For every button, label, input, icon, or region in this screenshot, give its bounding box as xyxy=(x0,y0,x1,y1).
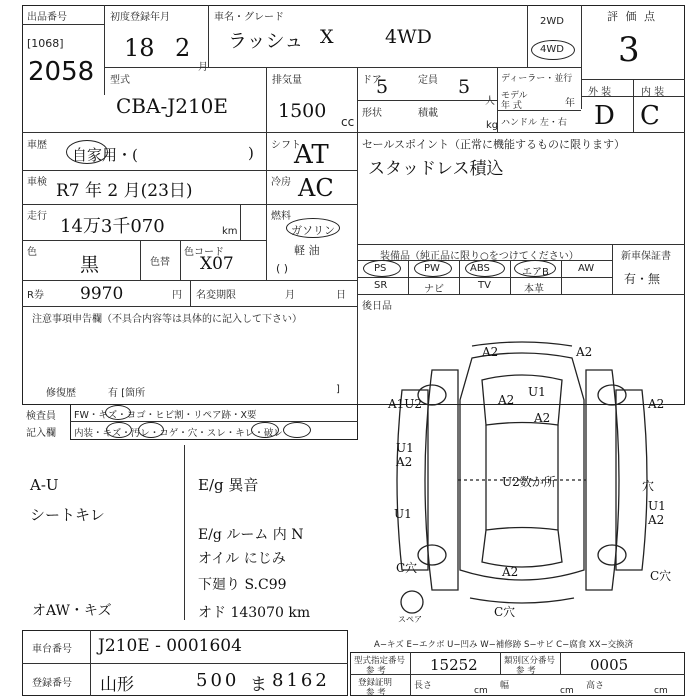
divider xyxy=(104,5,105,95)
inspector-circle xyxy=(283,422,311,438)
divider xyxy=(510,260,511,294)
handle-label: ハンドル 左・右 xyxy=(501,118,567,128)
shape-label: 形状 xyxy=(362,108,382,119)
model-cert-label: 型式指定番号 xyxy=(354,656,406,666)
inspector-circle xyxy=(105,405,131,420)
plate-number: 8162 xyxy=(272,670,330,691)
int-grade: C xyxy=(640,101,660,131)
divider xyxy=(266,132,267,280)
inspector-row1: FW・キズ・ヨゴ・ヒビ割・リペア跡・X要 xyxy=(74,410,257,421)
history-value: 自家用・( xyxy=(72,146,138,164)
mark: U2数か所 xyxy=(502,475,556,489)
first-reg-year: 18 xyxy=(124,34,155,62)
mark: A2 xyxy=(534,411,551,425)
int-label: 内 装 xyxy=(641,87,665,98)
mark: U1 xyxy=(394,507,412,521)
grade-x: X xyxy=(320,26,334,48)
mark: U1 xyxy=(396,441,414,455)
equip-abs: ABS xyxy=(470,263,490,274)
car-name: ラッシュ xyxy=(228,30,304,52)
divider xyxy=(22,306,357,307)
sales-value: スタッドレス積込 xyxy=(368,159,504,179)
equipment-label: 装備品（純正品に限り○をつけてください） xyxy=(380,251,579,262)
mark: A2 xyxy=(648,513,665,527)
door-label: ドア xyxy=(362,75,382,86)
divider xyxy=(90,630,91,696)
divider xyxy=(612,244,613,294)
divider xyxy=(266,67,267,132)
notes-label: 注意事項申告欄（不具合内容等は具体的に記入して下さい） xyxy=(32,314,302,325)
fuel-label: 燃料 xyxy=(271,211,291,222)
mark: 穴 xyxy=(642,479,655,493)
divider xyxy=(22,170,266,171)
ac-label: 冷房 xyxy=(271,177,291,188)
month-unit: 月 xyxy=(198,62,208,73)
lot-small: [1068] xyxy=(27,37,64,50)
sales-label: セールスポイント（正常に機能するものに限ります） xyxy=(362,138,626,151)
divider xyxy=(561,260,562,294)
mileage-unit: km xyxy=(222,226,238,237)
equip-pw: PW xyxy=(424,263,440,274)
divider xyxy=(22,204,266,205)
divider xyxy=(497,110,581,111)
ext-grade: D xyxy=(594,101,615,131)
car-diagram xyxy=(362,340,682,630)
mark: A2 xyxy=(502,565,519,579)
equip-airbag: エアB xyxy=(522,267,549,278)
repair-value: 有 [箇所 xyxy=(108,388,146,399)
remark-left-2: シートキレ xyxy=(30,506,105,524)
cm-unit: cm xyxy=(654,686,668,696)
mark: A2 xyxy=(498,393,515,407)
recycle-value: 9970 xyxy=(80,284,124,304)
color-label: 色 xyxy=(27,247,37,258)
mark: A2 xyxy=(576,345,593,359)
chassis-label: 車台番号 xyxy=(32,644,72,655)
chassis-value: J210E - 0001604 xyxy=(98,636,242,656)
divider xyxy=(581,96,685,97)
fuel-diesel: 軽 油 xyxy=(294,244,320,257)
day-label: 日 xyxy=(336,290,346,301)
ext-label: 外 装 xyxy=(588,87,612,98)
equip-circle xyxy=(514,260,556,277)
divider xyxy=(357,244,685,245)
divider xyxy=(357,132,358,306)
divider xyxy=(633,79,634,132)
mark: U1 xyxy=(648,499,666,513)
lot-number: 2058 xyxy=(28,57,95,87)
divider xyxy=(357,100,497,101)
divider xyxy=(410,652,411,696)
dealer-label: ディーラー・並行 xyxy=(501,74,573,84)
plate-region: 山形 xyxy=(100,675,134,695)
divider xyxy=(357,294,685,295)
mark: スペア xyxy=(398,615,422,624)
drive-2wd: 2WD xyxy=(540,16,564,27)
shift-value: AT xyxy=(294,140,329,170)
divider xyxy=(190,280,191,306)
divider xyxy=(140,240,141,280)
cm-unit: cm xyxy=(474,686,488,696)
divider xyxy=(459,260,460,294)
remark-right-5: 下廻り S.C99 xyxy=(198,577,287,593)
equip-navi: ナビ xyxy=(424,284,444,295)
equip-leather: 本革 xyxy=(524,284,544,295)
mark: C穴 xyxy=(494,605,516,619)
year-unit: 年 xyxy=(565,98,575,109)
history-circle xyxy=(66,140,108,164)
equip-circle xyxy=(363,260,401,277)
plate-class: 500 xyxy=(196,670,240,691)
disp-label: 排気量 xyxy=(272,75,302,86)
first-reg-label: 初度登録年月 xyxy=(110,12,170,23)
warranty-label: 新車保証書 xyxy=(621,251,671,262)
plate-label: 登録番号 xyxy=(32,678,72,689)
equip-aw: AW xyxy=(578,263,595,274)
divider xyxy=(357,306,358,405)
recycle-label: R券 xyxy=(27,290,44,301)
divider xyxy=(497,67,498,132)
score: 3 xyxy=(618,30,640,70)
cap-value: 5 xyxy=(458,76,471,98)
color-value: 黒 xyxy=(80,254,100,276)
model-year-label: モデル xyxy=(501,91,528,101)
divider xyxy=(266,204,357,205)
height-label: 高さ xyxy=(586,681,605,691)
remark-left-9: オAW・キズ xyxy=(32,603,112,619)
disp-unit: cc xyxy=(341,115,355,129)
model-cert-value: 15252 xyxy=(430,656,478,674)
category-value: 0005 xyxy=(590,656,629,674)
mark: C穴 xyxy=(650,569,672,583)
divider xyxy=(560,652,561,674)
inspect-value: R7 年 2 月(23日) xyxy=(56,181,193,201)
divider xyxy=(500,652,501,674)
eval-label: 評 価 点 xyxy=(607,10,657,23)
mark: C穴 xyxy=(396,561,418,575)
drive-4wd: 4WD xyxy=(540,44,564,55)
model-year-label2: 年 式 xyxy=(501,101,522,111)
category-label: 類別区分番号 xyxy=(504,656,556,666)
divider xyxy=(240,204,241,240)
model-label: 型式 xyxy=(110,75,130,86)
shift-label: シフト xyxy=(271,140,301,151)
door-value: 5 xyxy=(376,76,389,98)
aftermarket-label: 後日品 xyxy=(362,301,392,312)
divider xyxy=(357,277,612,278)
plate-kana: ま xyxy=(250,675,267,695)
mileage-value: 14万3千070 xyxy=(60,216,165,237)
load-label: 積載 xyxy=(418,108,438,119)
inspector-circle xyxy=(138,422,164,438)
divider xyxy=(22,240,266,241)
inspector-row2: 内装・キズ・汚レ・コゲ・穴・スレ・キレ・破レ xyxy=(74,428,283,439)
cm-unit: cm xyxy=(560,686,574,696)
model-cert-sub: 参 考 xyxy=(366,666,386,676)
mark: A2 xyxy=(396,455,413,469)
fuel-paren: ( ) xyxy=(276,262,289,275)
repair-close: ] xyxy=(336,384,340,395)
mark: A2 xyxy=(482,345,499,359)
divider xyxy=(581,5,582,109)
remark-left-1: A-U xyxy=(30,476,59,494)
yen-unit: 円 xyxy=(172,290,182,301)
divider xyxy=(184,445,185,620)
divider xyxy=(180,240,181,280)
color-code-label: 色コード xyxy=(184,247,224,258)
ref-label: 登録証明 xyxy=(358,678,393,688)
cap-label: 定員 xyxy=(418,75,438,86)
month-label: 月 xyxy=(285,290,295,301)
remark-right-3: E/g ルーム 内 N xyxy=(198,527,304,543)
divider xyxy=(266,170,357,171)
remark-right-6: オド 143070 km xyxy=(198,605,311,621)
width-label: 幅 xyxy=(500,681,510,691)
lot-label: 出品番号 xyxy=(27,12,67,23)
inspector-circle xyxy=(106,422,132,438)
equip-tv: TV xyxy=(478,280,491,291)
ac-value: AC xyxy=(298,174,334,202)
color-change-label: 色替 xyxy=(150,257,170,268)
divider xyxy=(22,24,104,25)
warranty-value: 有・無 xyxy=(624,272,661,286)
legend: A−キズ E−エクボ U−凹み W−補修跡 S−サビ C−腐食 XX−交換済 xyxy=(374,640,634,650)
inspector-label1: 検査員 xyxy=(26,411,56,422)
divider xyxy=(22,663,348,664)
repair-label: 修復歴 xyxy=(46,388,76,399)
color-code-value: X07 xyxy=(200,254,234,274)
mark: A2 xyxy=(648,397,665,411)
mark: U1 xyxy=(528,385,546,399)
mark: A1U2 xyxy=(388,397,423,411)
car-name-label: 車名・グレード xyxy=(214,12,284,23)
divider xyxy=(208,5,209,67)
divider xyxy=(22,132,685,133)
divider xyxy=(408,260,409,294)
remark-right-4: オイル にじみ xyxy=(198,551,286,567)
equip-sr: SR xyxy=(374,280,388,291)
equip-circle xyxy=(414,260,452,277)
category-sub: 参 考 xyxy=(516,666,536,676)
model-value: CBA-J210E xyxy=(116,94,228,118)
equip-circle xyxy=(465,260,505,277)
length-label: 長さ xyxy=(414,681,433,691)
divider xyxy=(104,67,581,68)
inspector-circle xyxy=(251,422,279,438)
fuel-gas: ガソリン xyxy=(291,224,335,237)
title-label: 名変期限 xyxy=(196,290,236,301)
load-unit: kg xyxy=(486,120,499,131)
equip-ps: PS xyxy=(374,263,387,274)
inspector-label2: 記入欄 xyxy=(26,428,56,439)
history-close: ) xyxy=(248,144,254,162)
inspect-label: 車検 xyxy=(27,177,47,188)
mileage-label: 走行 xyxy=(27,211,47,222)
remark-right-1: E/g 異音 xyxy=(198,476,259,494)
ref-sub: 参 考 xyxy=(366,688,386,698)
disp-value: 1500 xyxy=(278,100,327,122)
history-label: 車歴 xyxy=(27,140,47,151)
divider xyxy=(527,5,528,67)
grade-4wd: 4WD xyxy=(385,26,432,48)
cap-unit: 人 xyxy=(485,96,495,107)
first-reg-month: 2 xyxy=(175,34,191,62)
